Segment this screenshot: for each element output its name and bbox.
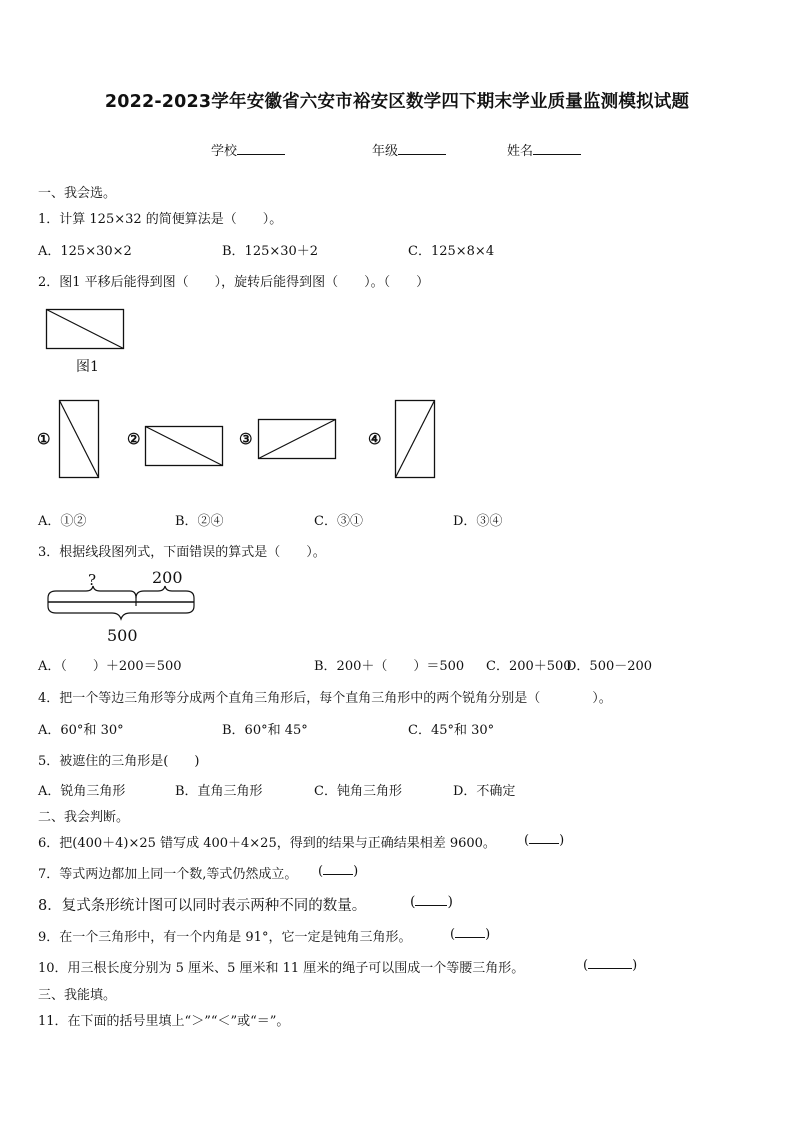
segment-part-label: 200 <box>152 568 183 587</box>
question-3-stem: 3．根据线段图列式，下面错误的算式是（ ）。 <box>38 545 326 560</box>
grade-field[interactable] <box>372 140 446 159</box>
figure-marker-4: ④ <box>368 430 382 448</box>
name-blank[interactable] <box>533 142 581 155</box>
segment-diagram <box>46 588 198 624</box>
question-6-answer-blank[interactable]: ( ) <box>524 833 565 848</box>
question-6-stem: 6．把(400＋4)×25 错写成 400＋4×25，得到的结果与正确结果相差 9600。 <box>38 836 496 851</box>
question-1-stem: 1．计算 125×32 的简便算法是（ ）。 <box>38 212 283 227</box>
figure-option-3 <box>258 419 338 461</box>
figure-option-2 <box>145 426 225 468</box>
question-3-option-a[interactable]: A．（ ）＋200＝500 <box>38 659 182 674</box>
question-1-option-a[interactable]: A．125×30×2 <box>38 244 132 259</box>
question-9-answer-blank[interactable]: ( ) <box>450 927 491 942</box>
question-2-option-b[interactable]: B．②④ <box>175 514 224 529</box>
question-2-stem: 2．图1 平移后能得到图（ ），旋转后能得到图（ ）。（ ） <box>38 275 430 290</box>
figure-marker-3: ③ <box>239 430 253 448</box>
question-5-option-b[interactable]: B．直角三角形 <box>175 784 263 799</box>
question-5-option-c[interactable]: C．钝角三角形 <box>314 784 402 799</box>
question-11-stem: 11．在下面的括号里填上“＞”“＜”或“＝”。 <box>38 1014 290 1029</box>
name-field[interactable] <box>507 140 581 159</box>
figure-1-rectangle <box>46 309 126 351</box>
question-7-stem: 7．等式两边都加上同一个数,等式仍然成立。 <box>38 867 298 882</box>
question-3-option-c[interactable]: C．200＋500 <box>486 659 572 674</box>
question-3-option-d[interactable]: D．500－200 <box>566 659 653 674</box>
school-field[interactable] <box>211 140 285 159</box>
question-2-option-d[interactable]: D．③④ <box>453 514 503 529</box>
figure-1-label: 图1 <box>76 359 99 375</box>
question-4-option-c[interactable]: C．45°和 30° <box>408 723 495 738</box>
grade-label: 年级 <box>372 144 399 159</box>
section-heading-2: 二、我会判断。 <box>38 810 130 825</box>
segment-total-label: 500 <box>107 626 138 645</box>
question-5-stem: 5．被遮住的三角形是( ) <box>38 754 200 769</box>
question-8-stem: 8．复式条形统计图可以同时表示两种不同的数量。 <box>38 898 367 914</box>
segment-question-mark: ? <box>88 571 97 589</box>
question-4-option-b[interactable]: B．60°和 45° <box>222 723 308 738</box>
question-8-answer-blank[interactable]: ( ) <box>410 894 453 910</box>
page-title: 2022-2023学年安徽省六安市裕安区数学四下期末学业质量监测模拟试题 <box>104 92 690 112</box>
question-3-option-b[interactable]: B．200＋（ ）＝500 <box>314 659 465 674</box>
question-2-option-a[interactable]: A．①② <box>38 514 87 529</box>
figure-marker-2: ② <box>127 430 141 448</box>
question-4-stem: 4．把一个等边三角形等分成两个直角三角形后，每个直角三角形中的两个锐角分别是（ ）。 <box>38 691 612 706</box>
question-5-option-a[interactable]: A．锐角三角形 <box>38 784 126 799</box>
figure-option-4 <box>395 400 437 480</box>
grade-blank[interactable] <box>398 142 446 155</box>
section-heading-1: 一、我会选。 <box>38 186 117 201</box>
question-10-stem: 10．用三根长度分别为 5 厘米、5 厘米和 11 厘米的绳子可以围成一个等腰三角形。 <box>38 961 525 976</box>
question-4-option-a[interactable]: A．60°和 30° <box>38 723 124 738</box>
figure-marker-1: ① <box>37 430 51 448</box>
name-label: 姓名 <box>507 144 534 159</box>
school-label: 学校 <box>211 144 238 159</box>
question-7-answer-blank[interactable]: ( ) <box>318 864 359 879</box>
question-1-option-b[interactable]: B．125×30＋2 <box>222 244 319 259</box>
figure-option-1 <box>59 400 101 480</box>
question-5-option-d[interactable]: D．不确定 <box>453 784 516 799</box>
section-heading-3: 三、我能填。 <box>38 988 117 1003</box>
question-9-stem: 9．在一个三角形中，有一个内角是 91°，它一定是钝角三角形。 <box>38 930 412 945</box>
question-1-option-c[interactable]: C．125×8×4 <box>408 244 495 259</box>
school-blank[interactable] <box>237 142 285 155</box>
question-10-answer-blank[interactable]: ( ) <box>583 958 638 973</box>
question-2-option-c[interactable]: C．③① <box>314 514 363 529</box>
